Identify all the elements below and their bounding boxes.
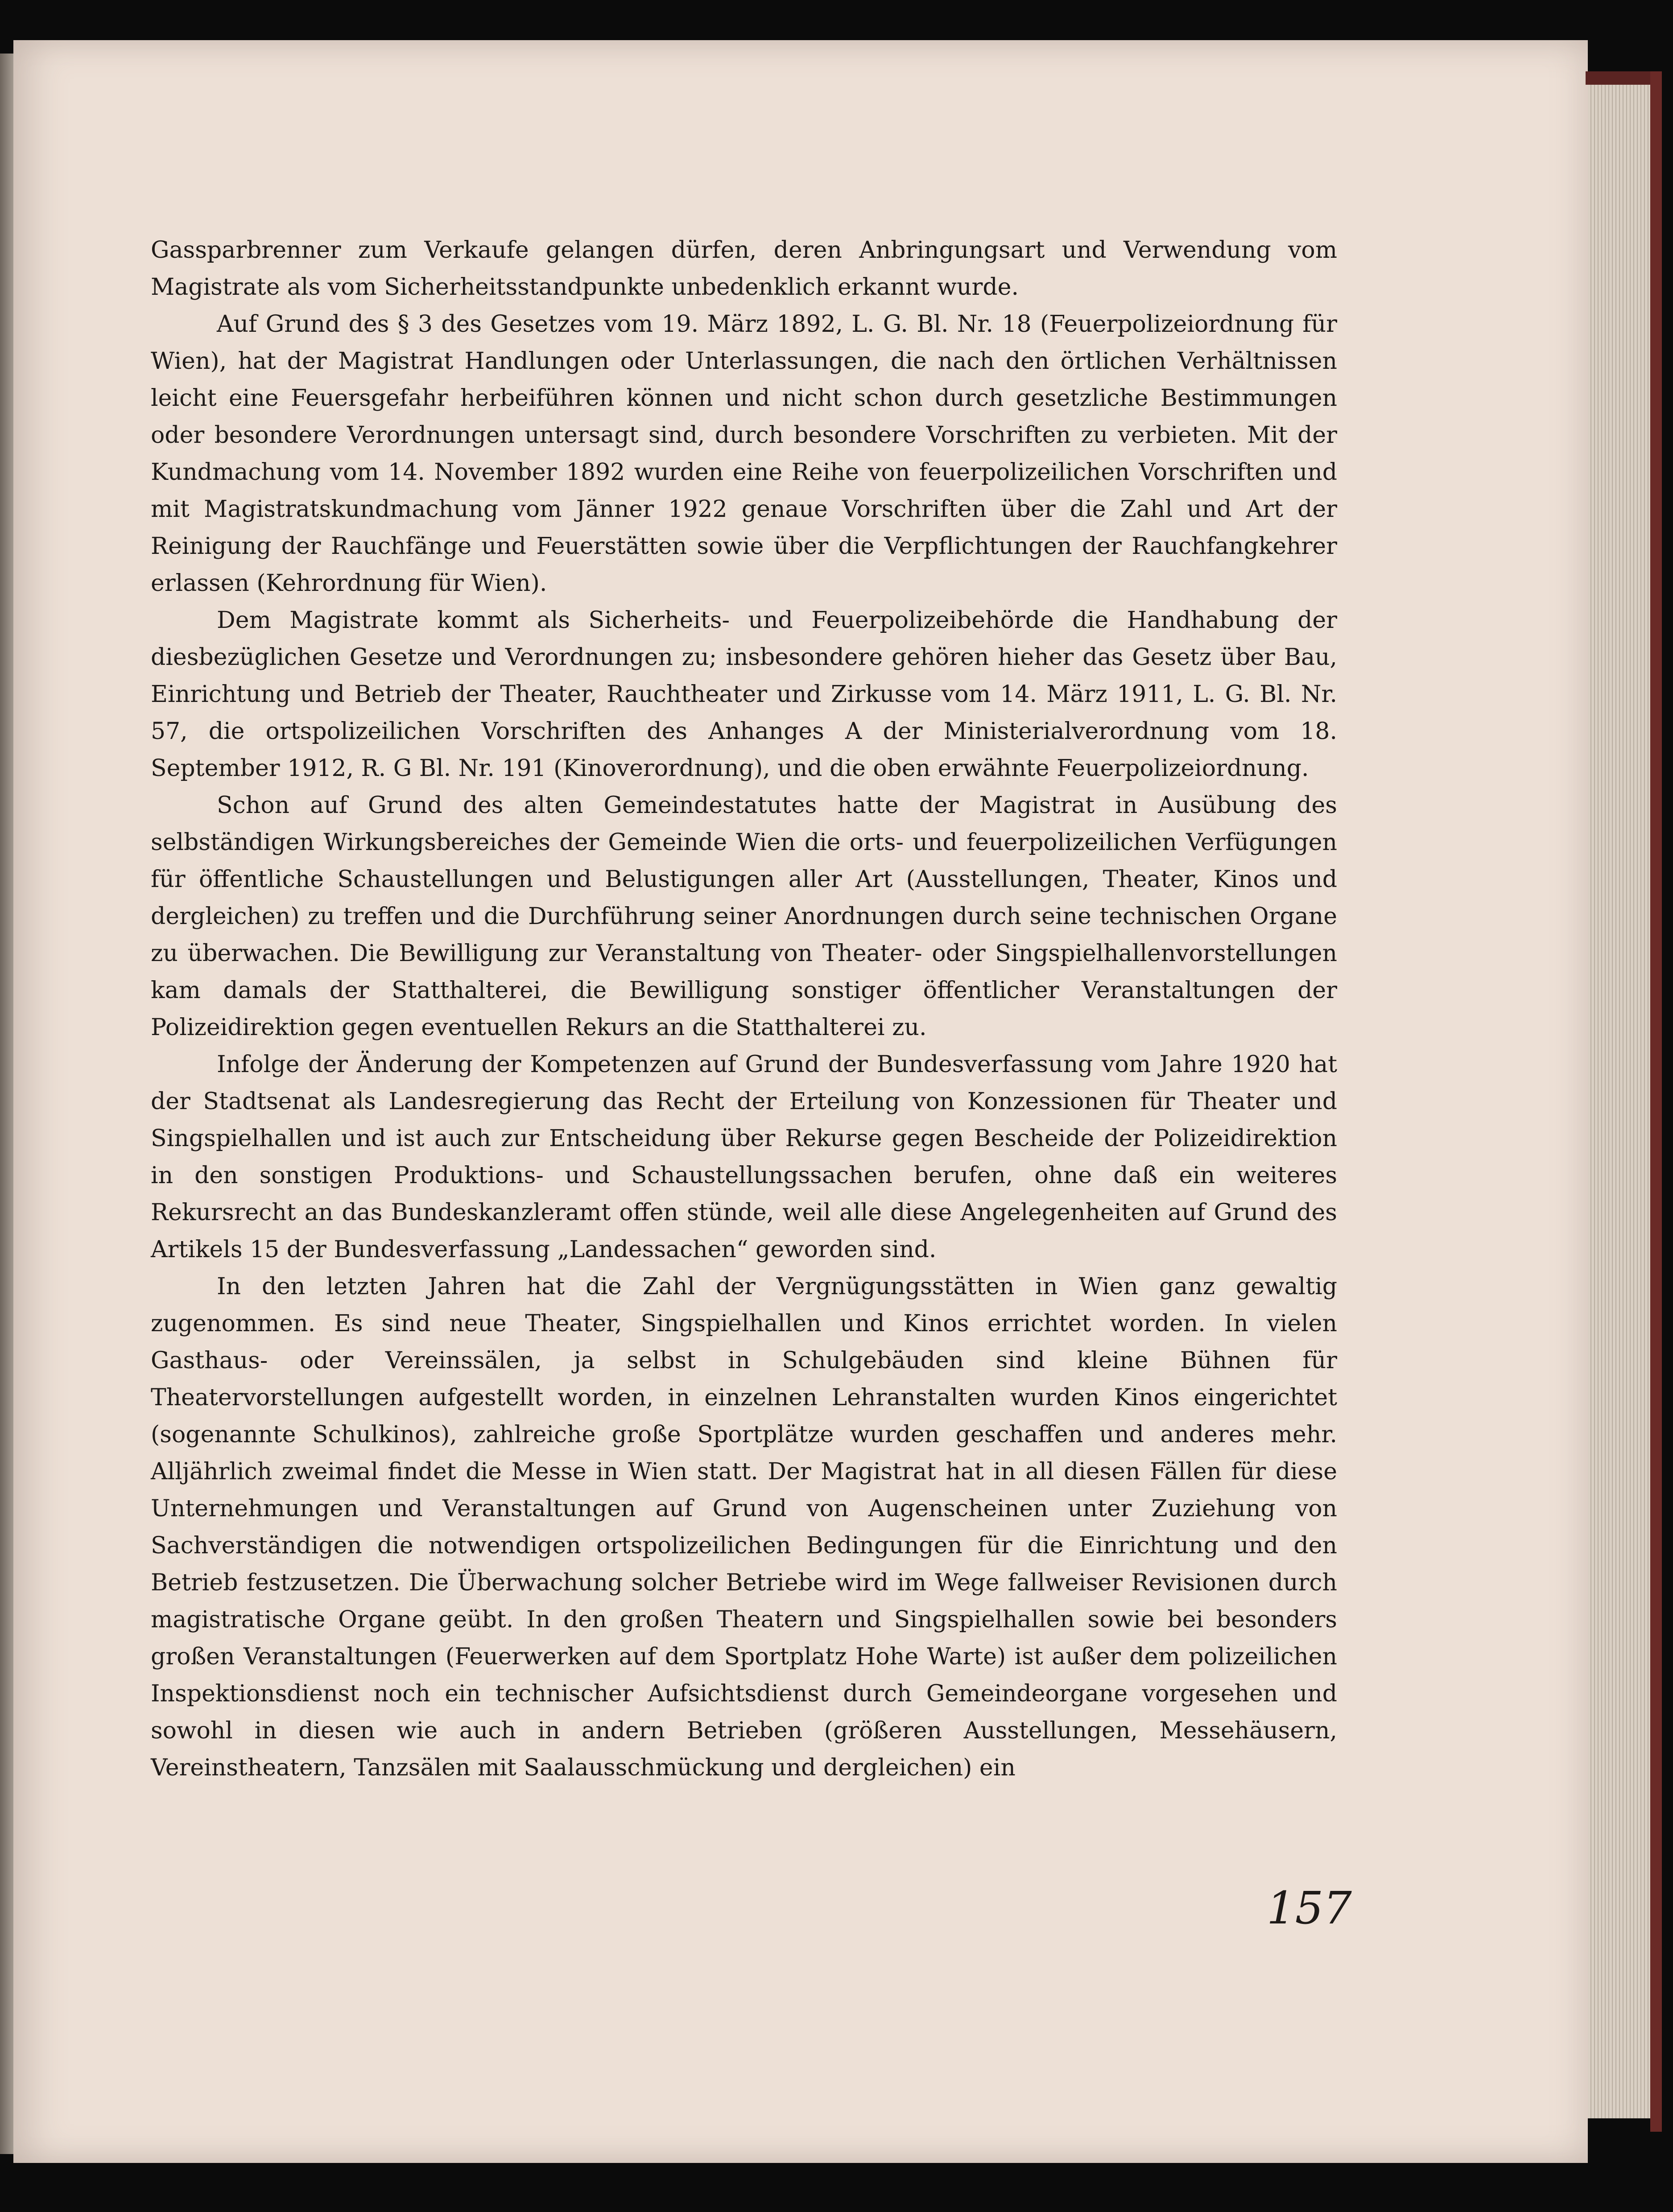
page-number: 157 xyxy=(1267,1882,1352,1934)
paragraph: Schon auf Grund des alten Gemeindestatutes hatte der Magistrat in Ausübung des selbständigen Wirkungsbereiches der Gemeinde Wien die orts- und feuerpolizeilichen Verfügungen für öffentliche Schaustellungen und Belustigungen aller Art (Ausstellungen, Theater, Kinos und dergleichen) zu treffen und die Durchführung seiner Anordnungen durch seine technischen Organe zu überwachen. Die Bewilligung zur Veranstaltung von Theater- oder Singspielhallenvorstellungen kam damals der Statthalterei, die Bewilligung sonstiger öffentlicher Veranstaltungen der Polizeidirektion gegen eventuellen Rekurs an die Statthalterei zu. xyxy=(151,792,1337,1041)
paragraph: Gassparbrenner zum Verkaufe gelangen dürfen, deren Anbringungsart und Verwendung vom Magistrate als vom Sicherheitsstandpunkte unbedenklich erkannt wurde. xyxy=(151,237,1337,301)
paragraph: In den letzten Jahren hat die Zahl der Vergnügungsstätten in Wien ganz gewaltig zugenommen. Es sind neue Theater, Singspielhallen und Kinos errichtet worden. In vielen Gasthaus- oder Vereinssälen, ja selbst in Schulgebäuden sind kleine Bühnen für Theatervorstellungen aufgestellt worden, in einzelnen Lehranstalten wurden Kinos eingerichtet (sogenannte Schulkinos), zahlreiche große Sportplätze wurden geschaffen und anderes mehr. Alljährlich zweimal findet die Messe in Wien statt. Der Magistrat hat in all diesen Fällen für diese Unternehmungen und Veranstaltungen auf Grund von Augenscheinen unter Zuziehung von Sachverständigen die notwendigen ortspolizeilichen Bedingungen für die Einrichtung und den Betrieb festzusetzen. Die Überwachung solcher Betriebe wird im Wege fallweiser Revisionen durch magistratische Organe geübt. In den großen Theatern und Singspielhallen sowie bei besonders großen Veranstaltungen (Feuerwerken auf dem Sportplatz Hohe Warte) ist außer dem polizeilichen Inspektionsdienst noch ein technischer Aufsichtsdienst durch Gemeindeorgane vorgesehen und sowohl in diesen wie auch in andern Betrieben (größeren Ausstellungen, Messehäusern, Vereinstheatern, Tanzsälen mit Saalausschmückung und dergleichen) ein xyxy=(151,1273,1337,1781)
page-edges xyxy=(1588,85,1652,2118)
paragraph: Auf Grund des § 3 des Gesetzes vom 19. März 1892, L. G. Bl. Nr. 18 (Feuerpolizeiordnung für Wien), hat der Magistrat Handlungen oder Unterlassungen, die nach den örtlichen Verhältnissen leicht eine Feuersgefahr herbeiführen können und nicht schon durch gesetzliche Bestimmungen oder besondere Verordnungen untersagt sind, durch besondere Vorschriften zu verbieten. Mit der Kundmachung vom 14. November 1892 wurden eine Reihe von feuerpolizeilichen Vorschriften und mit Magistratskundmachung vom Jänner 1922 genaue Vorschriften über die Zahl und Art der Reinigung der Rauchfänge und Feuerstätten sowie über die Verpflichtungen der Rauchfangkehrer erlassen (Kehrordnung für Wien). xyxy=(151,311,1337,597)
body-text xyxy=(151,232,1337,1787)
book-cover xyxy=(1650,71,1662,2132)
paragraph: Dem Magistrate kommt als Sicherheits- und Feuerpolizeibehörde die Handhabung der diesbezüglichen Gesetze und Verordnungen zu; insbesondere gehören hieher das Gesetz über Bau, Einrichtung und Betrieb der Theater, Rauchtheater und Zirkusse vom 14. März 1911, L. G. Bl. Nr. 57, die ortspolizeilichen Vorschriften des Anhanges A der Ministerialverordnung vom 18. September 1912, R. G Bl. Nr. 191 (Kinoverordnung), und die oben erwähnte Feuerpolizeiordnung. xyxy=(151,607,1337,782)
paragraph: Infolge der Änderung der Kompetenzen auf Grund der Bundesverfassung vom Jahre 1920 hat der Stadtsenat als Landesregierung das Recht der Erteilung von Konzessionen für Theater und Singspielhallen und ist auch zur Entscheidung über Rekurse gegen Bescheide der Polizeidirektion in den sonstigen Produktions- und Schaustellungssachen berufen, ohne daß ein weiteres Rekursrecht an das Bundeskanzleramt offen stünde, weil alle diese Angelegenheiten auf Grund des Artikels 15 der Bundesverfassung „Landessachen“ geworden sind. xyxy=(151,1051,1337,1263)
